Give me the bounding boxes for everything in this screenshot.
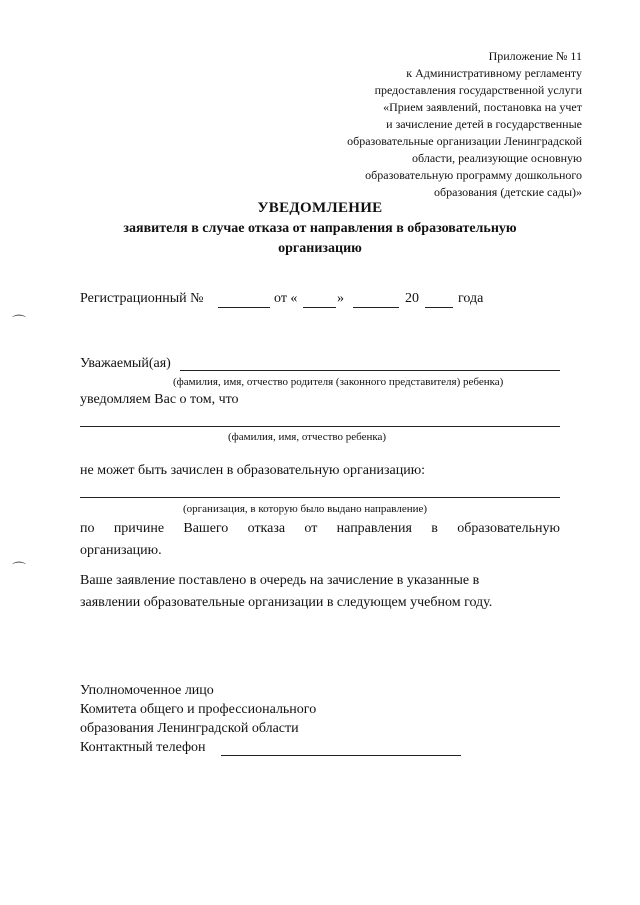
registration-year-field[interactable] <box>425 307 453 308</box>
reason-line <box>80 521 560 537</box>
appendix-line: образования (детские сады)» <box>434 185 582 199</box>
reason-word: отказа <box>247 521 286 536</box>
signature-line-1: Уполномоченное лицо <box>80 683 214 698</box>
organization-field[interactable] <box>80 497 560 498</box>
registration-from: от « <box>274 291 298 306</box>
greeting: Уважаемый(ая) <box>80 356 171 371</box>
reason-word: в <box>431 521 438 536</box>
document-subtitle-cont: организацию <box>278 241 362 256</box>
appendix-line: области, реализующие основную <box>412 151 582 165</box>
appendix-header <box>252 48 582 201</box>
queue-line-2: заявлении образовательные организации в следующем учебном году. <box>80 595 493 610</box>
appendix-line: предоставления государственной услуги <box>374 83 582 97</box>
document-subtitle: заявителя в случае отказа от направления в образовательную <box>123 221 517 236</box>
margin-mark: ⌒ <box>12 316 26 331</box>
appendix-line: «Прием заявлений, постановка на учет <box>383 100 582 114</box>
appendix-line: к Административному регламенту <box>406 66 582 80</box>
registration-month-field[interactable] <box>353 307 399 308</box>
reason-word: по <box>80 521 95 536</box>
signature-line-3: образования Ленинградской области <box>80 721 299 736</box>
appendix-line: образовательные организации Ленинградской <box>347 134 582 148</box>
registration-year-prefix: 20 <box>405 291 419 306</box>
reason-word: причине <box>113 521 165 536</box>
reason-word: Вашего <box>183 521 229 536</box>
organization-caption: (организация, в которую было выдано направление) <box>183 503 428 515</box>
appendix-line: образовательную программу дошкольного <box>365 168 582 182</box>
signature-line-2: Комитета общего и профессионального <box>80 702 317 717</box>
queue-line-1: Ваше заявление поставлено в очередь на зачисление в указанные в <box>80 573 480 588</box>
appendix-line: и зачисление детей в государственные <box>386 117 582 131</box>
reason-word: образовательную <box>457 521 560 536</box>
child-name-caption: (фамилия, имя, отчество ребенка) <box>228 431 387 443</box>
registration-label: Регистрационный № <box>80 291 204 306</box>
phone-label: Контактный телефон <box>80 740 206 755</box>
registration-number-field[interactable] <box>218 307 270 308</box>
parent-name-caption: (фамилия, имя, отчество родителя (законного представителя) ребенка) <box>173 376 504 388</box>
child-name-field[interactable] <box>80 426 560 427</box>
registration-year-suffix: года <box>458 291 484 306</box>
parent-name-field[interactable] <box>180 370 560 371</box>
registration-day-field[interactable] <box>303 307 336 308</box>
document-title: УВЕДОМЛЕНИЕ <box>257 200 383 216</box>
reason-word: от <box>304 521 318 536</box>
reason-word: направления <box>336 521 412 536</box>
notify-text: уведомляем Вас о том, что <box>80 392 239 407</box>
appendix-line: Приложение № 11 <box>488 49 582 63</box>
reason-end: организацию. <box>80 543 162 558</box>
phone-field[interactable] <box>221 755 461 756</box>
registration-close-quote: » <box>337 291 344 306</box>
margin-mark: ⌒ <box>12 563 26 578</box>
cannot-enroll-text: не может быть зачислен в образовательную организацию: <box>80 463 426 478</box>
